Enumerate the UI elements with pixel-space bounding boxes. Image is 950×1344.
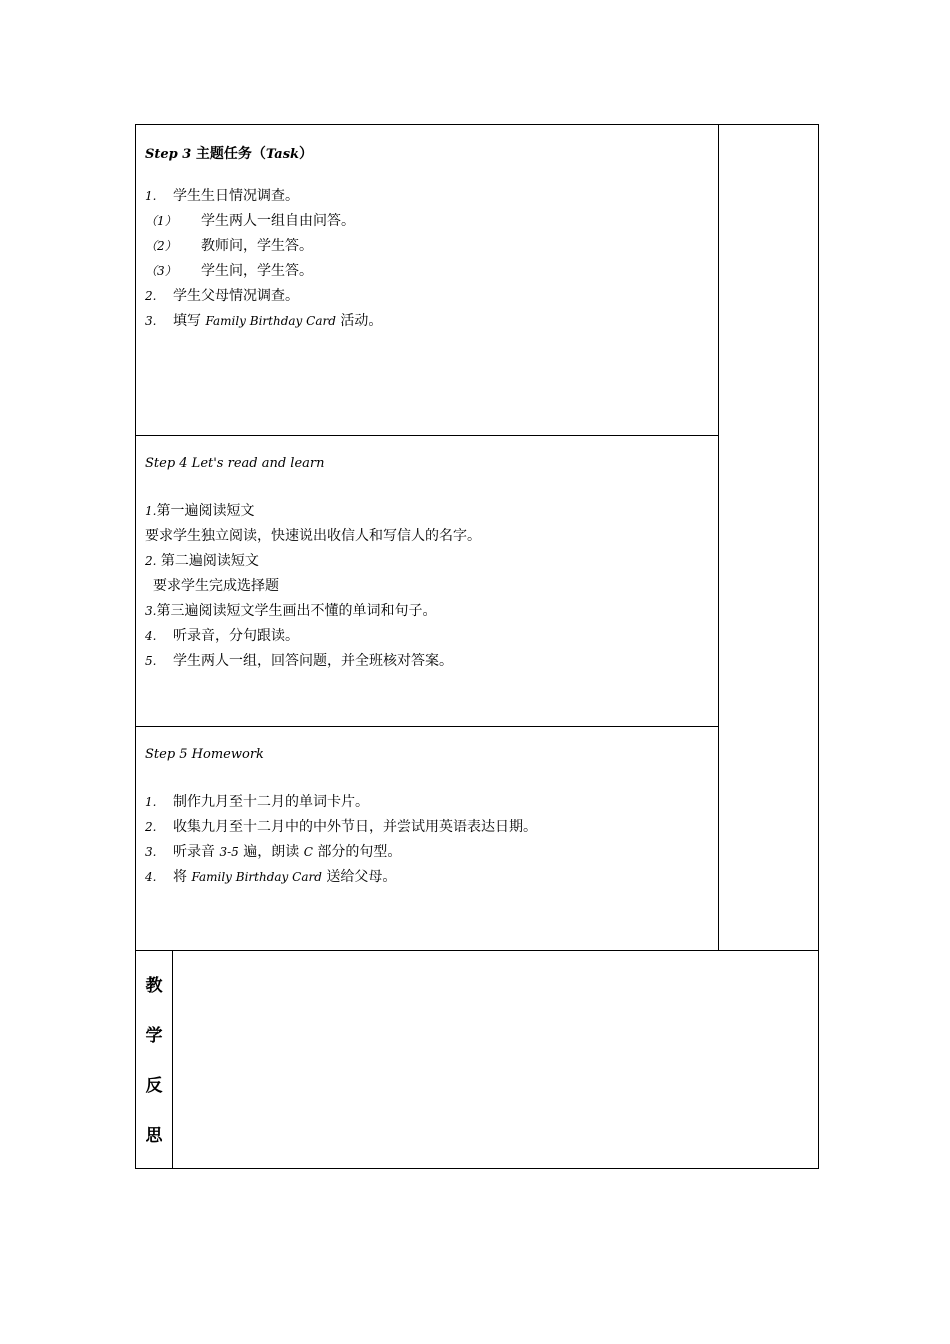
item-text: 送给父母。	[321, 869, 397, 885]
step3-heading	[145, 145, 710, 164]
item-text: 填写	[173, 313, 206, 329]
right-column-divider	[718, 124, 719, 950]
list-item	[145, 524, 710, 549]
item-text: 学生生日情况调查。	[173, 188, 299, 204]
reflection-char: 教	[145, 976, 163, 996]
list-item	[145, 649, 710, 674]
item-text: 活动。	[335, 313, 383, 329]
step5-section	[145, 746, 710, 890]
list-item	[145, 840, 710, 865]
item-text: 学生父母情况调查。	[173, 288, 299, 304]
step3-heading-en: Step 3	[145, 147, 192, 162]
list-item	[145, 549, 710, 574]
item-number: 3.	[145, 604, 157, 618]
item-text: 将	[173, 869, 192, 885]
step3-section	[145, 145, 710, 334]
item-text-italic: Family Birthday Card	[205, 314, 336, 328]
item-text: 学生问，学生答。	[201, 263, 313, 279]
item-text: 第三遍阅读短文学生画出不懂的单词和句子。	[156, 603, 437, 619]
item-number: 2.	[145, 289, 157, 303]
step5-heading: Step 5 Homework	[145, 747, 264, 762]
item-number: 5.	[145, 654, 157, 668]
item-text-italic: 3-5	[219, 845, 239, 859]
reflection-label-divider	[172, 950, 173, 1168]
item-number: 1.	[145, 189, 157, 203]
list-item	[145, 815, 710, 840]
item-text: 听录音	[173, 844, 220, 860]
item-number: 2.	[145, 554, 157, 568]
item-number: 4.	[145, 870, 157, 884]
item-number: 2.	[145, 820, 157, 834]
item-number: 1.	[145, 795, 157, 809]
item-number: 4.	[145, 629, 157, 643]
list-item	[145, 624, 710, 649]
item-text: 要求学生独立阅读，快速说出收信人和写信人的名字。	[145, 528, 481, 544]
item-number: 3.	[145, 845, 157, 859]
reflection-char: 思	[145, 1126, 163, 1146]
item-text-italic: C	[303, 845, 313, 859]
list-item	[145, 865, 710, 890]
item-text: 听录音，分句跟读。	[173, 628, 299, 644]
step3-list	[145, 184, 710, 334]
list-item	[145, 234, 710, 259]
item-number: （1）	[145, 214, 177, 228]
item-number: （2）	[145, 239, 177, 253]
item-text-italic: Family Birthday Card	[191, 870, 322, 884]
step3-heading-task: Task	[265, 147, 300, 162]
step3-heading-close: ）	[299, 146, 314, 162]
item-text: 遍，朗读	[238, 844, 304, 860]
reflection-char: 反	[145, 1076, 163, 1096]
list-item	[145, 259, 710, 284]
list-item	[145, 599, 710, 624]
item-text: 要求学生完成选择题	[153, 578, 279, 594]
row-divider-step4	[135, 726, 718, 727]
row-divider-step3	[135, 435, 718, 436]
step4-heading: Step 4 Let's read and learn	[145, 456, 325, 471]
step5-list	[145, 790, 710, 890]
item-text: 第二遍阅读短文	[160, 553, 259, 569]
reflection-char: 学	[145, 1026, 163, 1046]
list-item	[145, 284, 710, 309]
teaching-reflection-label	[136, 951, 172, 1168]
list-item	[145, 790, 710, 815]
item-text: 部分的句型。	[312, 844, 402, 860]
item-text: 学生两人一组，回答问题，并全班核对答案。	[173, 653, 453, 669]
item-text: 收集九月至十二月中的中外节日，并尝试用英语表达日期。	[173, 819, 537, 835]
list-item	[145, 574, 710, 599]
list-item	[145, 209, 710, 234]
list-item	[145, 184, 710, 209]
item-text: 学生两人一组自由问答。	[201, 213, 355, 229]
item-text: 第一遍阅读短文	[156, 503, 255, 519]
item-text: 制作九月至十二月的单词卡片。	[173, 794, 369, 810]
item-text: 教师问，学生答。	[201, 238, 313, 254]
step4-list	[145, 499, 710, 674]
item-number: 3.	[145, 314, 157, 328]
list-item	[145, 309, 710, 334]
step3-heading-cn: 主题任务（	[195, 146, 266, 162]
row-divider-reflection	[135, 950, 819, 951]
list-item	[145, 499, 710, 524]
step4-section	[145, 455, 710, 674]
item-number: （3）	[145, 264, 177, 278]
item-number: 1.	[145, 504, 157, 518]
